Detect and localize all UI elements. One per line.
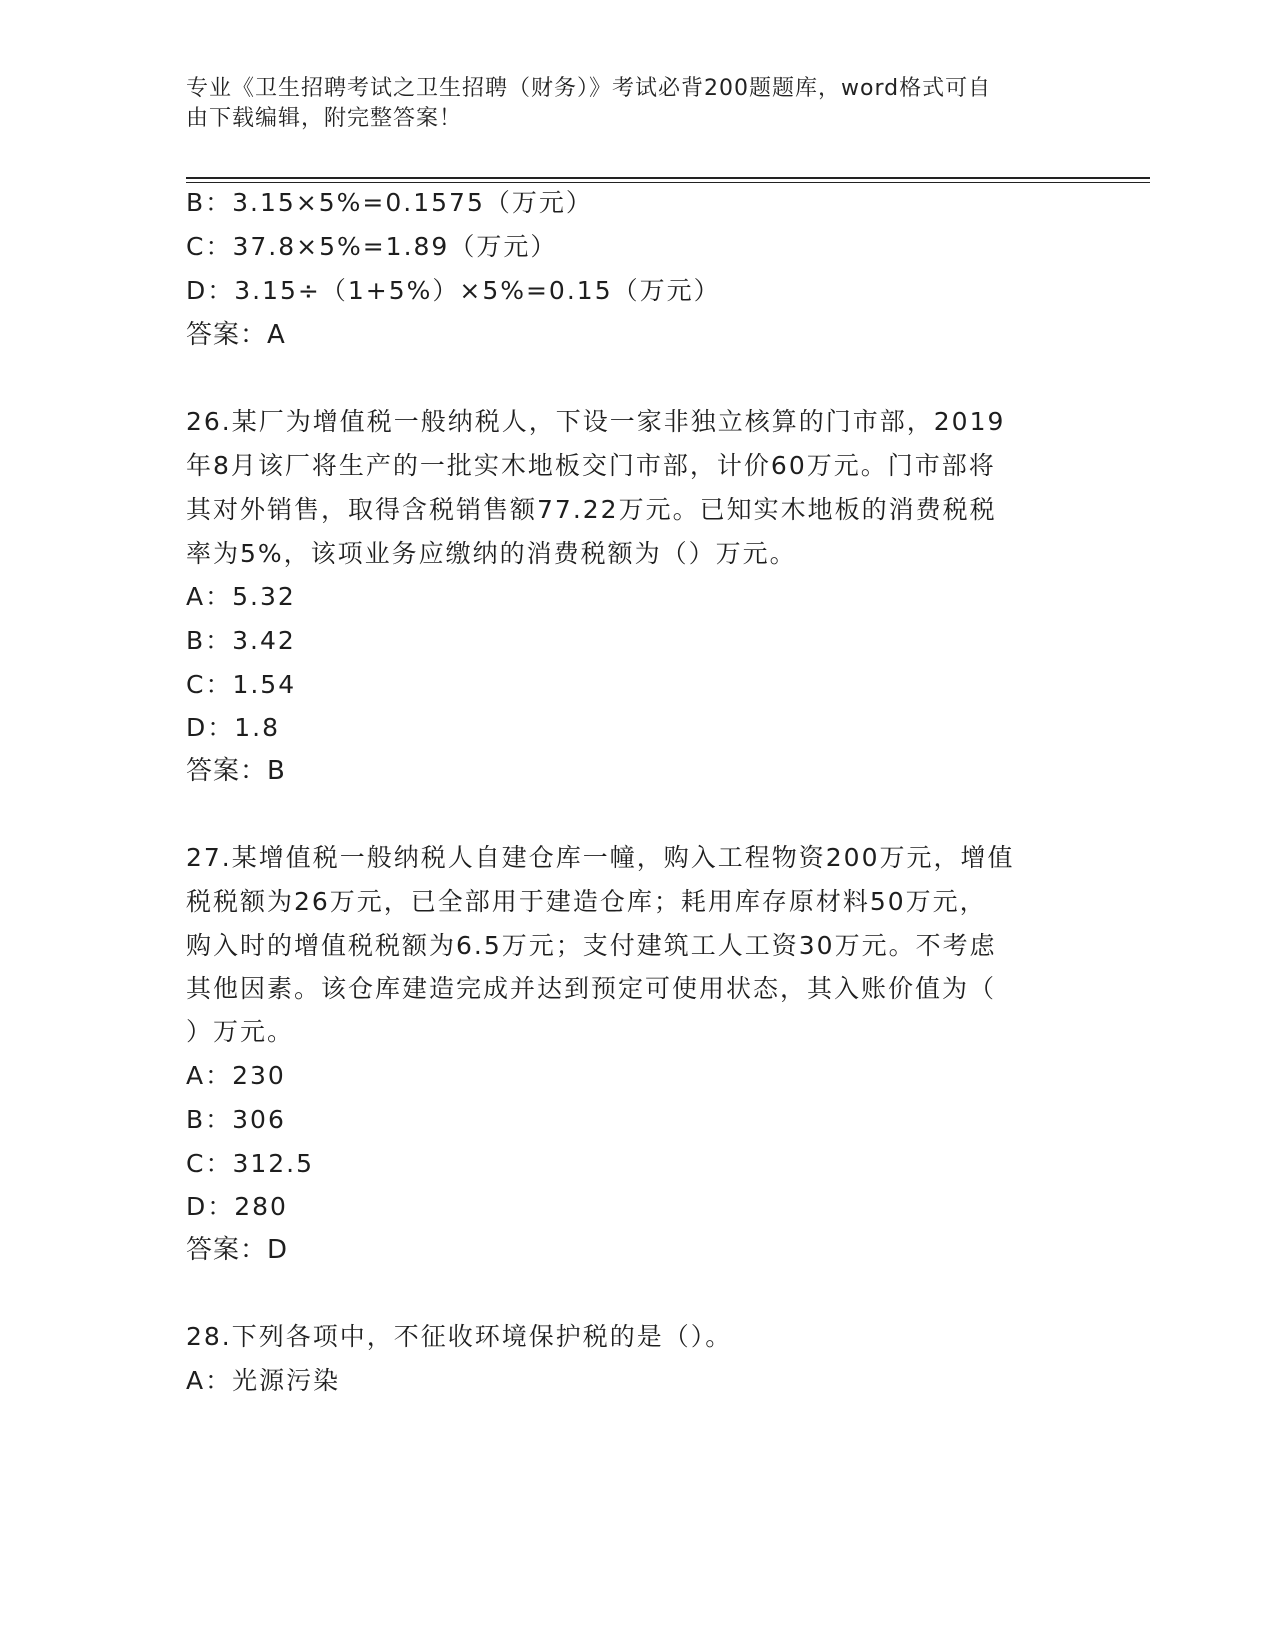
q26-stem-line: 率为5%，该项业务应缴纳的消费税额为（）万元。: [186, 539, 797, 568]
q27-stem-line: 税税额为26万元，已全部用于建造仓库；耗用库存原材料50万元，: [186, 887, 987, 916]
q27-answer: 答案：D: [186, 1235, 289, 1265]
q27-option-b: B：306: [186, 1105, 286, 1134]
header-line-1: 专业《卫生招聘考试之卫生招聘（财务）》考试必背200题题库，word格式可自: [186, 76, 992, 101]
q28-option-a: A：光源污染: [186, 1366, 341, 1395]
q26-option-a: A：5.32: [186, 582, 296, 611]
q27-stem-line: 购入时的增值税税额为6.5万元；支付建筑工人工资30万元。不考虑: [186, 931, 997, 960]
q26-option-c: C：1.54: [186, 670, 297, 699]
q26-stem-line: 26.某厂为增值税一般纳税人，下设一家非独立核算的门市部，2019: [186, 407, 1006, 436]
q25-option-b: B：3.15×5%=0.1575（万元）: [186, 188, 593, 217]
q28-stem-line: 28.下列各项中，不征收环境保护税的是（）。: [186, 1322, 733, 1351]
q27-stem-line: 其他因素。该仓库建造完成并达到预定可使用状态，其入账价值为（: [186, 974, 997, 1003]
q25-answer: 答案：A: [186, 320, 286, 350]
q27-stem-line: 27.某增值税一般纳税人自建仓库一幢，购入工程物资200万元，增值: [186, 843, 1015, 872]
q26-stem-line: 其对外销售，取得含税销售额77.22万元。已知实木地板的消费税税: [186, 495, 997, 524]
q27-option-d: D：280: [186, 1192, 288, 1221]
q26-stem-line: 年8月该厂将生产的一批实木地板交门市部，计价60万元。门市部将: [186, 451, 996, 480]
q25-option-d: D：3.15÷（1+5%）×5%=0.15（万元）: [186, 276, 721, 305]
q27-stem-line: ）万元。: [186, 1017, 295, 1046]
q27-option-a: A：230: [186, 1061, 286, 1090]
q26-option-b: B：3.42: [186, 626, 296, 655]
header-line-2: 由下载编辑，附完整答案！: [186, 106, 463, 131]
header-rule-thick: [186, 177, 1150, 179]
header-rule-thin: [186, 182, 1150, 183]
q27-option-c: C：312.5: [186, 1149, 315, 1178]
q26-answer: 答案：B: [186, 756, 286, 786]
q26-option-d: D：1.8: [186, 713, 281, 742]
document-header: [186, 74, 1066, 134]
q25-option-c: C：37.8×5%=1.89（万元）: [186, 232, 558, 261]
